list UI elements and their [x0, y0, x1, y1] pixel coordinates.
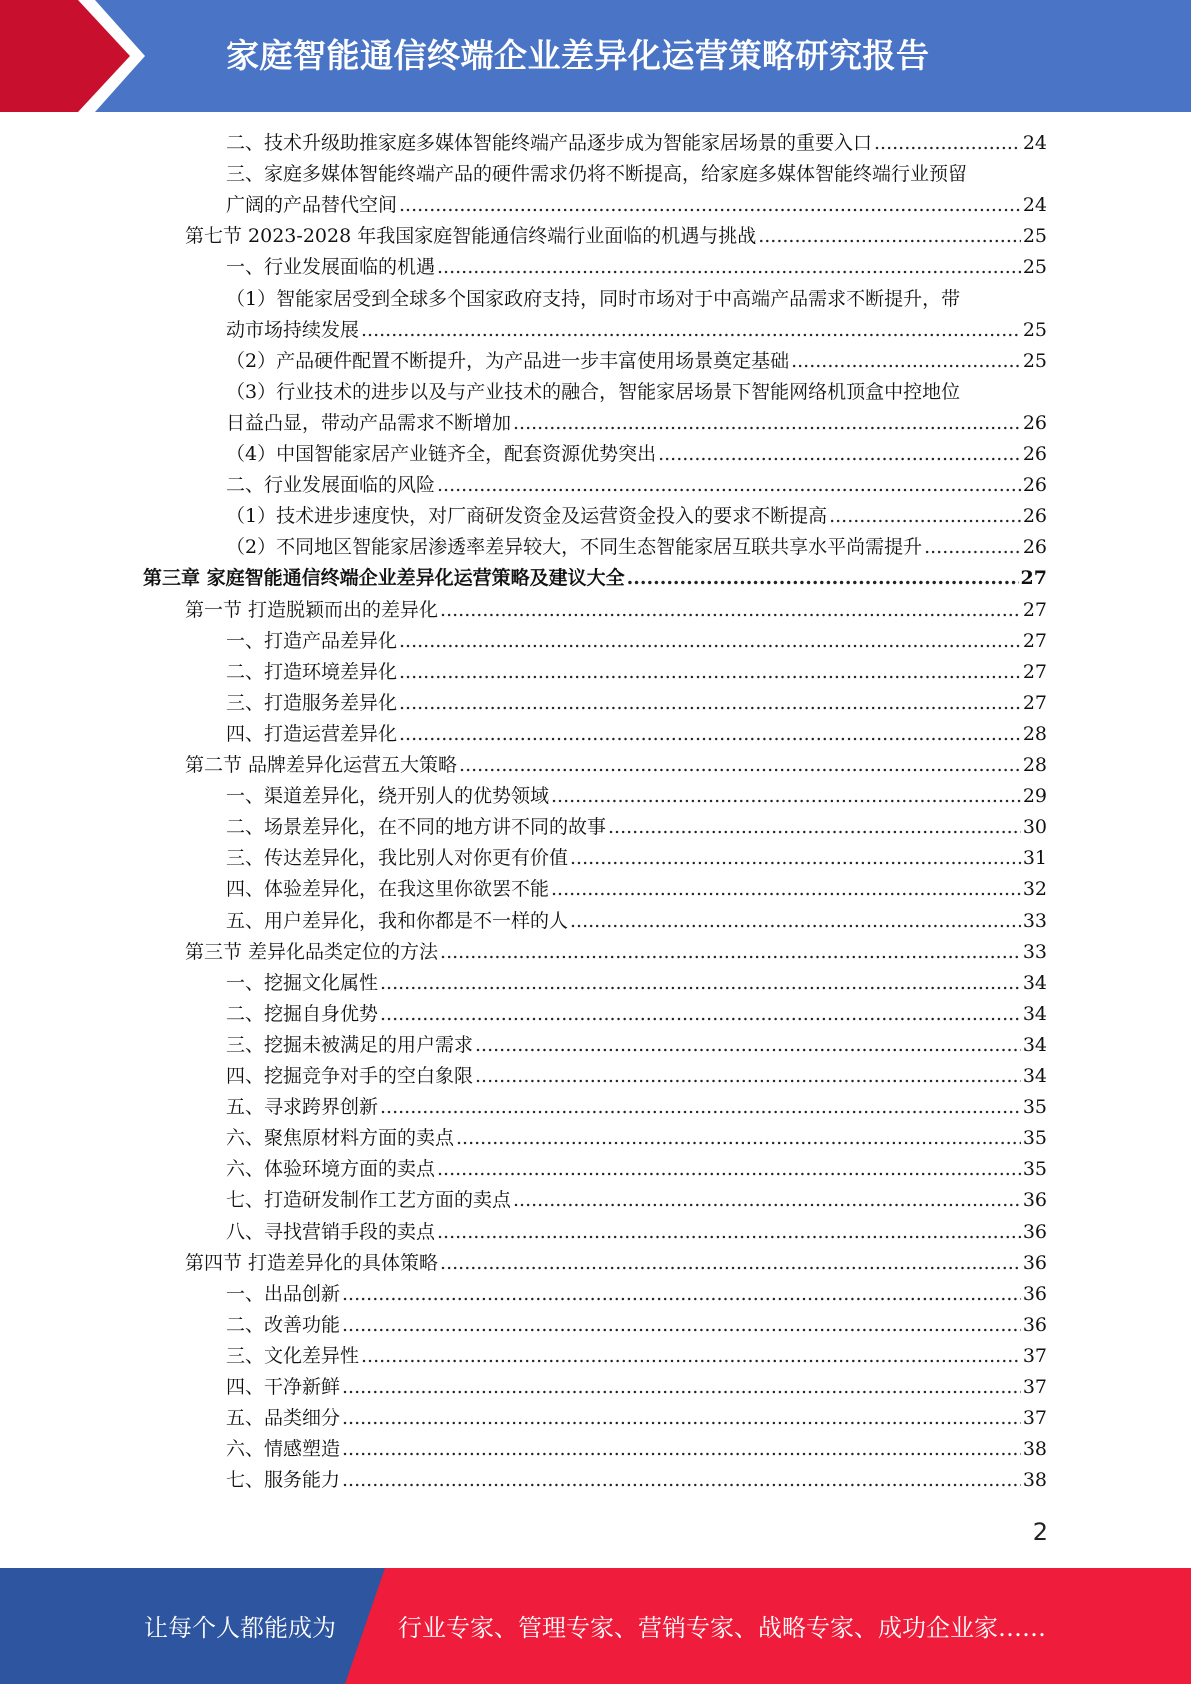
toc-entry-title: 二、行业发展面临的风险	[226, 474, 436, 497]
toc-dot-leader	[570, 906, 1021, 937]
page-footer	[0, 1568, 1191, 1684]
toc-entry-title: 动市场持续发展	[226, 318, 360, 341]
toc-entry[interactable]	[226, 501, 1047, 532]
toc-entry-page: 35	[1022, 1096, 1047, 1119]
toc-dot-leader	[361, 1341, 1021, 1372]
toc-entry-title: 第四节 打造差异化的具体策略	[185, 1251, 439, 1274]
toc-entry-page: 25	[1022, 225, 1047, 248]
toc-dot-leader	[437, 470, 1021, 501]
page-number: 2	[1032, 1518, 1048, 1546]
toc-entry-title: 第七节 2023-2028 年我国家庭智能通信终端行业面临的机遇与挑战	[185, 225, 757, 248]
toc-entry[interactable]	[226, 1465, 1047, 1496]
toc-entry-page: 24	[1022, 132, 1047, 154]
toc-dot-leader	[380, 999, 1021, 1030]
toc-entry-title: 第三节 差异化品类定位的方法	[185, 940, 439, 963]
toc-dot-leader	[475, 1030, 1021, 1061]
toc-entry-page: 26	[1022, 411, 1047, 434]
toc-entry[interactable]	[226, 688, 1047, 719]
toc-entry-page: 37	[1022, 1407, 1047, 1430]
toc-entry[interactable]	[226, 1217, 1047, 1248]
toc-entry-title: 三、打造服务差异化	[226, 691, 398, 714]
toc-entry-title: 四、体验差异化，在我这里你欲罢不能	[226, 878, 550, 901]
toc-entry-page: 36	[1022, 1251, 1047, 1274]
toc-entry[interactable]	[226, 1061, 1047, 1092]
toc-entry-title: （4）中国智能家居产业链齐全，配套资源优势突出	[226, 443, 657, 465]
toc-entry[interactable]	[185, 750, 1047, 781]
footer-slogan-right: 行业专家、管理专家、营销专家、战略专家、成功企业家……	[398, 1614, 1046, 1642]
toc-entry-title: 五、品类细分	[226, 1407, 341, 1430]
toc-dot-leader	[399, 657, 1021, 688]
toc-entry[interactable]	[226, 626, 1047, 657]
toc-entry-page: 34	[1022, 1033, 1047, 1056]
toc-entry-page: 27	[1022, 691, 1047, 714]
toc-entry-title: 二、技术升级助推家庭多媒体智能终端产品逐步成为智能家居场景的重要入口	[226, 132, 873, 154]
toc-dot-leader	[627, 563, 1019, 594]
toc-entry[interactable]	[226, 1310, 1047, 1341]
toc-entry-page: 26	[1022, 505, 1047, 528]
toc-dot-leader	[513, 408, 1021, 439]
toc-dot-leader	[399, 190, 1021, 221]
toc-entry[interactable]	[226, 377, 1047, 408]
toc-entry[interactable]	[226, 906, 1047, 937]
toc-entry-title: 二、场景差异化，在不同的地方讲不同的故事	[226, 816, 607, 839]
toc-entry-title: （2）不同地区智能家居渗透率差异较大，不同生态智能家居互联共享水平尚需提升	[226, 536, 923, 559]
toc-entry-title: 五、寻求跨界创新	[226, 1096, 379, 1119]
toc-entry-page: 24	[1022, 194, 1047, 217]
toc-entry[interactable]	[226, 657, 1047, 688]
page-header	[0, 0, 1191, 112]
toc-entry-page: 38	[1022, 1438, 1047, 1461]
toc-dot-leader	[342, 1310, 1021, 1341]
toc-entry-title: 六、情感塑造	[226, 1438, 341, 1461]
toc-entry-page: 36	[1022, 1220, 1047, 1243]
toc-entry-title: （2）产品硬件配置不断提升，为产品进一步丰富使用场景奠定基础	[226, 349, 790, 372]
toc-entry-title: 一、渠道差异化，绕开别人的优势领域	[226, 785, 550, 808]
toc-dot-leader	[399, 626, 1021, 657]
toc-entry[interactable]	[226, 874, 1047, 905]
toc-dot-leader	[551, 781, 1021, 812]
toc-entry-page: 36	[1022, 1282, 1047, 1305]
toc-dot-leader	[342, 1434, 1021, 1465]
toc-entry-page: 35	[1022, 1127, 1047, 1150]
toc-dot-leader	[342, 1372, 1021, 1403]
toc-dot-leader	[440, 595, 1021, 626]
toc-entry-title: 三、传达差异化，我比别人对你更有价值	[226, 847, 569, 870]
header-arrow-decoration	[0, 0, 160, 112]
toc-dot-leader	[440, 937, 1021, 968]
toc-entry-title: 二、打造环境差异化	[226, 660, 398, 683]
toc-entry-title: 一、挖掘文化属性	[226, 971, 379, 994]
toc-entry[interactable]	[226, 1123, 1047, 1154]
toc-dot-leader	[608, 812, 1021, 843]
toc-dot-leader	[440, 1248, 1021, 1279]
toc-entry-title: 六、体验环境方面的卖点	[226, 1158, 436, 1181]
toc-entry[interactable]	[226, 470, 1047, 501]
toc-entry[interactable]	[226, 408, 1047, 439]
toc-dot-leader	[380, 968, 1021, 999]
toc-entry-page: 33	[1022, 909, 1047, 932]
toc-entry-title: 三、文化差异性	[226, 1344, 360, 1367]
toc-entry-title: 三、家庭多媒体智能终端产品的硬件需求仍将不断提高，给家庭多媒体智能终端行业预留	[226, 163, 968, 186]
toc-dot-leader	[475, 1061, 1021, 1092]
red-arrow-shape	[0, 0, 130, 112]
toc-entry-title: 日益凸显，带动产品需求不断增加	[226, 411, 512, 434]
toc-entry-page: 25	[1022, 318, 1047, 341]
toc-entry-page: 37	[1022, 1376, 1047, 1398]
toc-entry-title: 广阔的产品替代空间	[226, 194, 398, 217]
toc-entry-title: 四、干净新鲜	[226, 1376, 341, 1398]
toc-entry[interactable]	[226, 999, 1047, 1030]
toc-entry-page: 34	[1022, 1002, 1047, 1025]
toc-entry-page: 38	[1022, 1469, 1047, 1492]
toc-dot-leader	[361, 315, 1021, 346]
toc-entry-page: 25	[1022, 349, 1047, 372]
toc-entry[interactable]	[143, 563, 1047, 594]
toc-entry-page: 26	[1022, 443, 1047, 465]
toc-entry-page: 37	[1022, 1344, 1047, 1367]
toc-entry[interactable]	[226, 252, 1047, 283]
toc-dot-leader	[513, 1185, 1021, 1216]
toc-entry-title: 第二节 品牌差异化运营五大策略	[185, 754, 458, 776]
toc-entry[interactable]	[226, 1154, 1047, 1185]
toc-entry-title: 第三章 家庭智能通信终端企业差异化运营策略及建议大全	[143, 567, 625, 590]
toc-dot-leader	[342, 1403, 1021, 1434]
toc-entry-page: 28	[1022, 722, 1047, 745]
toc-entry-title: （1）技术进步速度快，对厂商研发资金及运营资金投入的要求不断提高	[226, 505, 828, 528]
toc-dot-leader	[791, 346, 1021, 377]
toc-entry-title: 一、打造产品差异化	[226, 629, 398, 652]
toc-dot-leader	[342, 1279, 1021, 1310]
toc-entry-title: 第一节 打造脱颖而出的差异化	[185, 598, 439, 621]
toc-entry[interactable]	[226, 1185, 1047, 1216]
toc-entry[interactable]	[226, 968, 1047, 999]
toc-dot-leader	[437, 1154, 1021, 1185]
toc-entry-title: 八、寻找营销手段的卖点	[226, 1220, 436, 1243]
toc-entry[interactable]	[226, 812, 1047, 843]
toc-entry-page: 25	[1022, 256, 1047, 279]
toc-entry-title: （3）行业技术的进步以及与产业技术的融合，智能家居场景下智能网络机顶盒中控地位	[226, 380, 961, 403]
toc-entry-page: 31	[1022, 847, 1047, 870]
toc-entry[interactable]	[226, 1434, 1047, 1465]
toc-entry[interactable]	[185, 1248, 1047, 1279]
toc-dot-leader	[829, 501, 1021, 532]
toc-dot-leader	[758, 221, 1021, 252]
toc-dot-leader	[456, 1123, 1021, 1154]
toc-entry-title: 六、聚焦原材料方面的卖点	[226, 1127, 455, 1150]
toc-dot-leader	[459, 750, 1021, 781]
toc-entry-page: 28	[1022, 754, 1047, 776]
toc-entry[interactable]	[226, 1403, 1047, 1434]
toc-entry-page: 27	[1022, 660, 1047, 683]
toc-entry[interactable]	[226, 1279, 1047, 1310]
toc-entry[interactable]	[226, 284, 1047, 315]
toc-entry-title: 五、用户差异化，我和你都是不一样的人	[226, 909, 569, 932]
toc-dot-leader	[437, 1217, 1021, 1248]
toc-dot-leader	[437, 252, 1021, 283]
toc-dot-leader	[874, 128, 1021, 159]
toc-entry[interactable]	[226, 315, 1047, 346]
toc-entry-page: 26	[1022, 474, 1047, 497]
toc-entry-title: 二、挖掘自身优势	[226, 1002, 379, 1025]
toc-entry-page: 34	[1022, 971, 1047, 994]
toc-entry[interactable]	[226, 190, 1047, 221]
toc-entry-title: 七、打造研发制作工艺方面的卖点	[226, 1189, 512, 1212]
toc-entry-page: 36	[1022, 1189, 1047, 1212]
toc-entry[interactable]	[185, 221, 1047, 252]
toc-entry-page: 34	[1022, 1065, 1047, 1087]
toc-entry-page: 26	[1022, 536, 1047, 559]
toc-entry[interactable]	[226, 781, 1047, 812]
toc-entry-page: 36	[1022, 1313, 1047, 1336]
toc-dot-leader	[399, 719, 1021, 750]
toc-entry[interactable]	[226, 1030, 1047, 1061]
toc-entry[interactable]	[226, 128, 1047, 159]
toc-entry[interactable]	[226, 843, 1047, 874]
toc-entry[interactable]	[226, 1372, 1047, 1403]
toc-entry-title: （1）智能家居受到全球多个国家政府支持，同时市场对于中高端产品需求不断提升，带	[226, 287, 961, 310]
toc-entry-page: 33	[1022, 940, 1047, 963]
toc-dot-leader	[399, 688, 1021, 719]
toc-entry[interactable]	[226, 719, 1047, 750]
toc-entry[interactable]	[226, 1092, 1047, 1123]
toc-entry-title: 四、挖掘竞争对手的空白象限	[226, 1065, 474, 1087]
toc-entry-page: 27	[1022, 598, 1047, 621]
toc-entry-title: 四、打造运营差异化	[226, 722, 398, 745]
toc-entry-title: 七、服务能力	[226, 1469, 341, 1492]
toc-dot-leader	[658, 439, 1021, 470]
toc-entry[interactable]	[226, 439, 1047, 470]
toc-entry-page: 27	[1020, 567, 1047, 590]
toc-entry-title: 三、挖掘未被满足的用户需求	[226, 1033, 474, 1056]
toc-entry-page: 35	[1022, 1158, 1047, 1181]
toc-dot-leader	[924, 532, 1021, 563]
toc-dot-leader	[380, 1092, 1021, 1123]
toc-entry[interactable]	[226, 532, 1047, 563]
toc-entry-title: 一、行业发展面临的机遇	[226, 256, 436, 279]
toc-dot-leader	[551, 874, 1021, 905]
report-title: 家庭智能通信终端企业差异化运营策略研究报告	[226, 36, 930, 75]
toc-entry-title: 一、出品创新	[226, 1282, 341, 1305]
toc-entry-page: 32	[1022, 878, 1047, 901]
toc-entry[interactable]	[226, 1341, 1047, 1372]
toc-entry[interactable]	[226, 159, 1047, 190]
toc-entry-page: 27	[1022, 629, 1047, 652]
toc-entry-page: 29	[1022, 785, 1047, 808]
toc-entry[interactable]	[226, 346, 1047, 377]
toc-entry-title: 二、改善功能	[226, 1313, 341, 1336]
toc-dot-leader	[342, 1465, 1021, 1496]
footer-slogan-left: 让每个人都能成为	[144, 1614, 336, 1642]
toc-entry-page: 30	[1022, 816, 1047, 839]
toc-entry[interactable]	[185, 937, 1047, 968]
toc-entry[interactable]	[185, 595, 1047, 626]
toc-dot-leader	[570, 843, 1021, 874]
